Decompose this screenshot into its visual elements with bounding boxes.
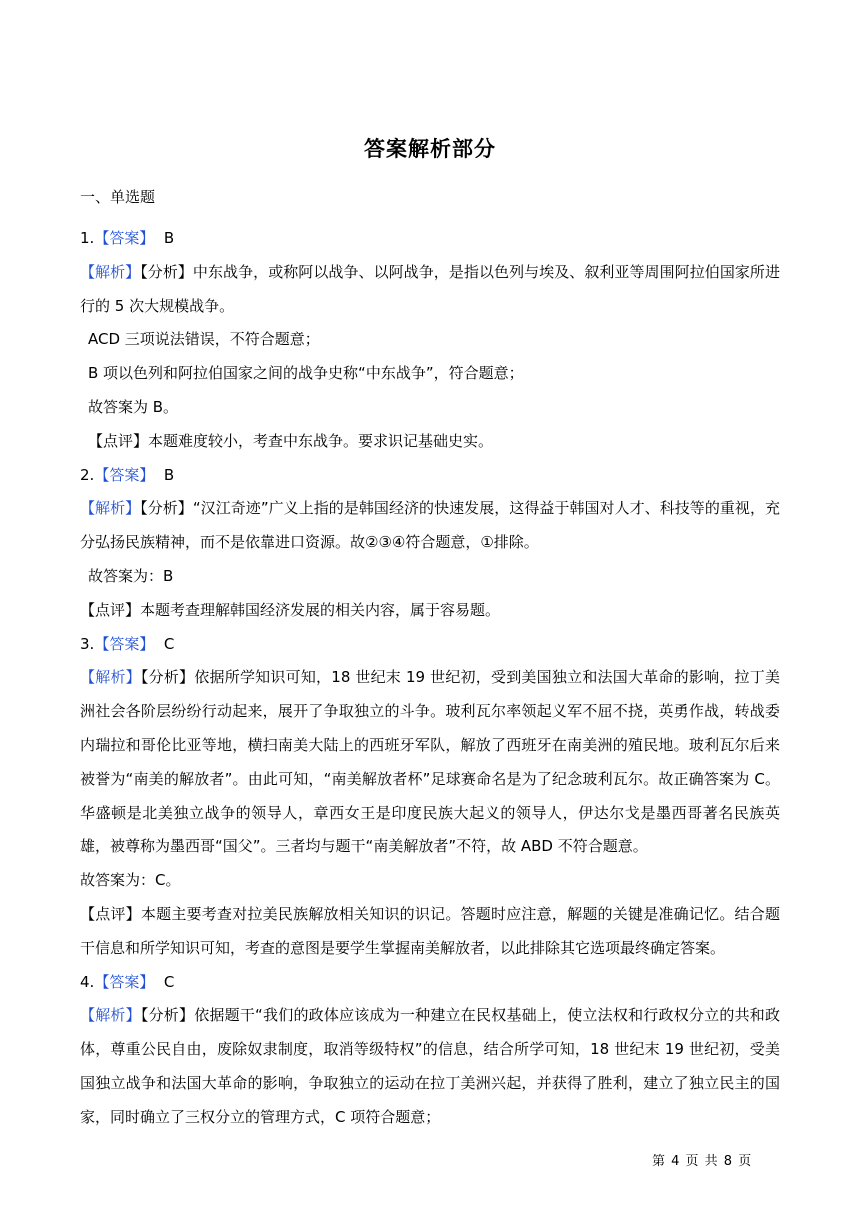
analysis-text: 【分析】中东战争，或称阿以战争、以阿战争，是指以色列与埃及、叙利亚等周围阿拉伯国家所进行的 5 次大规模战争。: [80, 262, 780, 315]
page-title: 答案解析部分: [364, 137, 496, 161]
analysis-line: ACD 三项说法错误，不符合题意；: [88, 330, 320, 349]
question-1-analysis: [80, 256, 780, 324]
jiexi-tag: 【解析】: [80, 668, 141, 687]
jiexi-tag: 【解析】: [80, 262, 141, 281]
answer-tag: 【答案】: [94, 634, 155, 653]
answer-value: B: [163, 465, 175, 484]
answer-value: C: [163, 634, 175, 653]
answer-value: C: [163, 972, 175, 991]
analysis-text: 【分析】依据题干“我们的政体应该成为一种建立在民权基础上，使立法权和行政权分立的共和政体，尊重公民自由，废除奴隶制度，取消等级特权”的信息，结合所学可知，18 世纪末 19 世纪初，受美国独立战争和法国大革命的影响，争取独立的运动在拉丁美洲兴起，并获得了胜利，建立了独立民主的国家，同时确立了三权分立的管理方式，C 项符合题意；: [80, 1006, 780, 1126]
jiexi-tag: 【解析】: [80, 1006, 141, 1025]
question-1-answer: [80, 222, 780, 256]
question-2-answer: [80, 459, 780, 493]
analysis-line: B 项以色列和阿拉伯国家之间的战争史称“中东战争”，符合题意；: [88, 364, 524, 383]
answer-tag: 【答案】: [94, 229, 155, 247]
answer-tag: 【答案】: [94, 465, 155, 484]
answer-value: B: [163, 229, 175, 247]
analysis-text: 【分析】依据所学知识可知，18 世纪末 19 世纪初，受到美国独立和法国大革命的影响，拉丁美洲社会各阶层纷纷行动起来，展开了争取独立的斗争。玻利瓦尔率领起义军不屈不挠，英勇作战，转战委内瑞拉和哥伦比亚等地，横扫南美大陆上的西班牙军队，解放了西班牙在南美洲的殖民地。玻利瓦尔后来被誉为“南美的解放者”。由此可知，“南美解放者杯”足球赛命名是为了纪念玻利瓦尔。故正确答案为 C。华盛顿是北美独立战争的领导人，章西女王是印度民族大起义的领导人，伊达尔戈是墨西哥著名民族英雄，被尊称为墨西哥“国父”。三者均与题干“南美解放者”不符，故 ABD 不符合题意。: [80, 668, 780, 856]
page-footer: 第 4 页 共 8 页: [652, 1154, 753, 1169]
comment-line: 【点评】本题难度较小，考查中东战争。要求识记基础史实。: [88, 431, 494, 450]
question-4-answer: [80, 966, 780, 1000]
question-number: 1.: [80, 229, 95, 247]
answer-tag: 【答案】: [94, 972, 155, 991]
question-number: 3.: [80, 634, 95, 653]
jiexi-tag: 【解析】: [80, 499, 141, 518]
section-title: 一、单选题: [80, 188, 156, 206]
question-number: 2.: [80, 465, 95, 484]
question-3-answer: [80, 628, 780, 662]
question-3-analysis: [80, 661, 780, 864]
question-number: 4.: [80, 972, 95, 991]
question-2-analysis: [80, 492, 780, 560]
question-4-analysis: [80, 999, 780, 1134]
comment-line: 【点评】本题考查理解韩国经济发展的相关内容，属于容易题。: [80, 600, 501, 619]
analysis-line: 故答案为 B。: [88, 397, 179, 416]
answer-content: [80, 222, 780, 1135]
analysis-text: 【分析】“汉江奇迹”广义上指的是韩国经济的快速发展，这得益于韩国对人才、科技等的重视，充分弘扬民族精神，而不是依靠进口资源。故②③④符合题意，①排除。: [80, 499, 780, 552]
comment-line: 【点评】本题主要考查对拉美民族解放相关知识的识记。答题时应注意，解题的关键是准确记忆。结合题干信息和所学知识可知，考查的意图是要学生掌握南美解放者，以此排除其它选项最终确定答案。: [80, 904, 780, 957]
analysis-line: 故答案为：C。: [80, 871, 181, 890]
analysis-line: 故答案为：B: [88, 566, 174, 585]
